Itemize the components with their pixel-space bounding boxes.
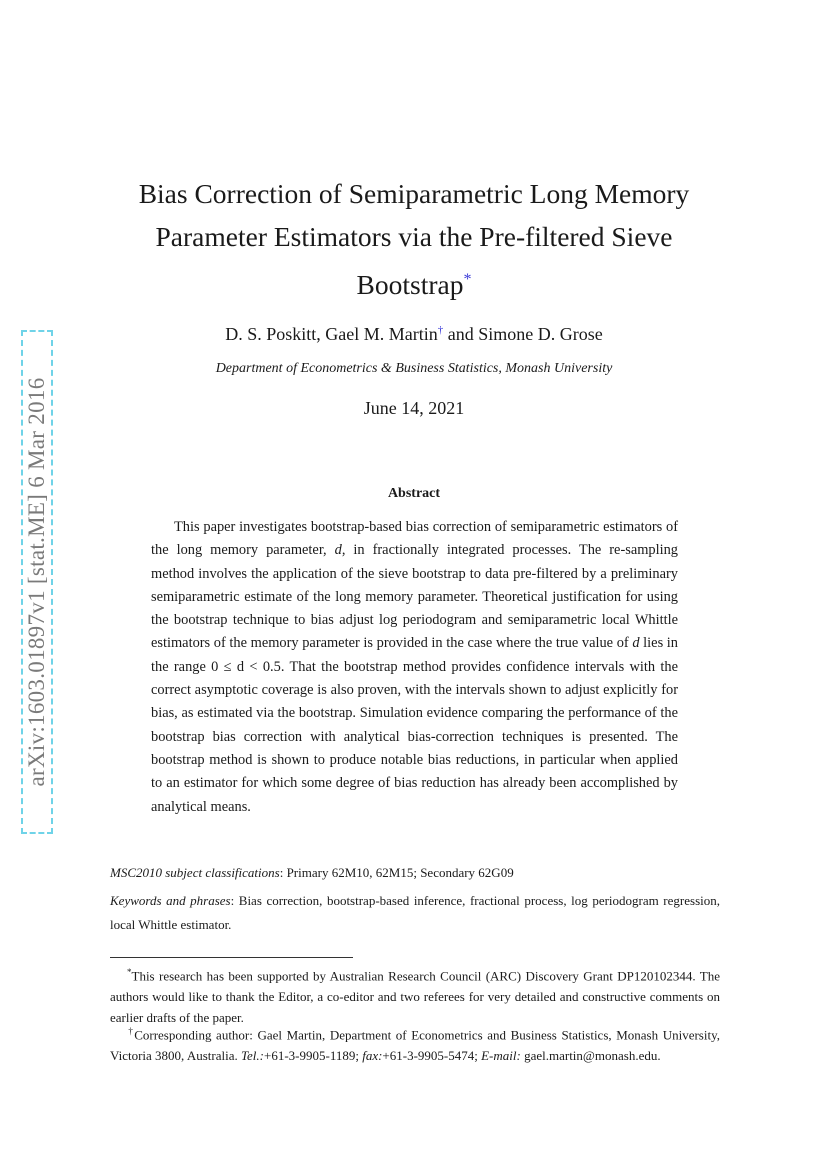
msc-label: MSC2010 subject classifications [110,865,280,880]
footnote-1-text: This research has been supported by Australian Research Council (ARC) Discovery Grant DP120102344. The authors would like to thank the Editor, a co-editor and two referees for very detailed and constructive comments on earlier drafts of the paper. [110,968,720,1026]
arxiv-identifier: arXiv:1603.01897v1 [stat.ME] 6 Mar 2016 [24,377,49,787]
fax-number: +61-3-9905-5474; [382,1048,482,1064]
footnote-corresponding-author [110,1021,720,1066]
paper-title-text: Bias Correction of Semiparametric Long Memory Parameter Estimators via the Pre-filtered Sieve Bootstrap [138,178,690,301]
author-names-first: D. S. Poskitt, Gael M. Martin [225,324,438,344]
email-address[interactable]: gael.martin@monash.edu. [520,1048,661,1064]
email-label: E-mail: [481,1048,521,1064]
abstract-part-2: , in fractionally integrated processes. The re-sampling method involves the application of the sieve bootstrap to data pre-filtered by a preliminary semiparametric estimate of the long memory parameter. Theoretical justification for using the bootstrap technique to bias adjust log periodogram and semiparametric local Whittle estimators of the memory parameter is provided in the case where the true value of [151,542,678,652]
abstract-part-1: This paper investigates bootstrap-based bias correction of semiparametric estimators of the long memory parameter, [151,519,678,559]
affiliation: Department of Econometrics & Business Statistics, Monash University [215,361,613,376]
title-footnote-mark[interactable]: * [463,271,472,288]
footnote-mark-1: * [127,967,132,977]
keywords-text: : Bias correction, bootstrap-based inference, fractional process, log periodogram regression, local Whittle estimator. [110,893,720,932]
arxiv-watermark [21,330,53,834]
msc-text: : Primary 62M10, 62M15; Secondary 62G09 [279,865,514,880]
msc-classifications [110,864,720,882]
footnote-mark-2: † [127,1026,135,1036]
footnote-funding [110,962,720,1028]
keywords [110,889,720,937]
footnote-divider [110,957,353,958]
keywords-label: Keywords and phrases [110,893,231,908]
abstract-heading: Abstract [387,486,441,501]
tel-number: +61-3-9905-1189; [264,1048,363,1064]
tel-label: Tel.: [241,1048,264,1064]
fax-label: fax: [362,1048,383,1064]
author-names-rest: and Simone D. Grose [443,324,603,344]
math-d-1: d [334,542,342,559]
math-range: 0 ≤ d < 0.5 [211,658,281,675]
author-footnote-mark[interactable]: † [437,324,444,336]
footnote-2-text: Corresponding author: Gael Martin, Department of Econometrics and Business Statistics, Monash University, Victoria 3800, Australia. [110,1027,720,1064]
paper-title [114,172,714,306]
math-d-2: d [632,635,640,652]
author-list [114,324,714,345]
abstract-part-4: . That the bootstrap method provides confidence intervals with the correct asymptotic coverage is also proven, with the intervals shown to adjust explicitly for bias, as estimated via the bootstrap. Simulation evidence comparing the performance of the bootstrap bias correction with analytical bias-correction techniques is presented. The bootstrap method is shown to produce notable bias reductions, in particular when applied to an estimator for which some degree of bias reduction has already been accomplished by analytical means. [151,658,679,815]
abstract-part-3: lies in the range [151,635,679,675]
publication-date: June 14, 2021 [363,398,465,418]
abstract-text [151,516,678,819]
